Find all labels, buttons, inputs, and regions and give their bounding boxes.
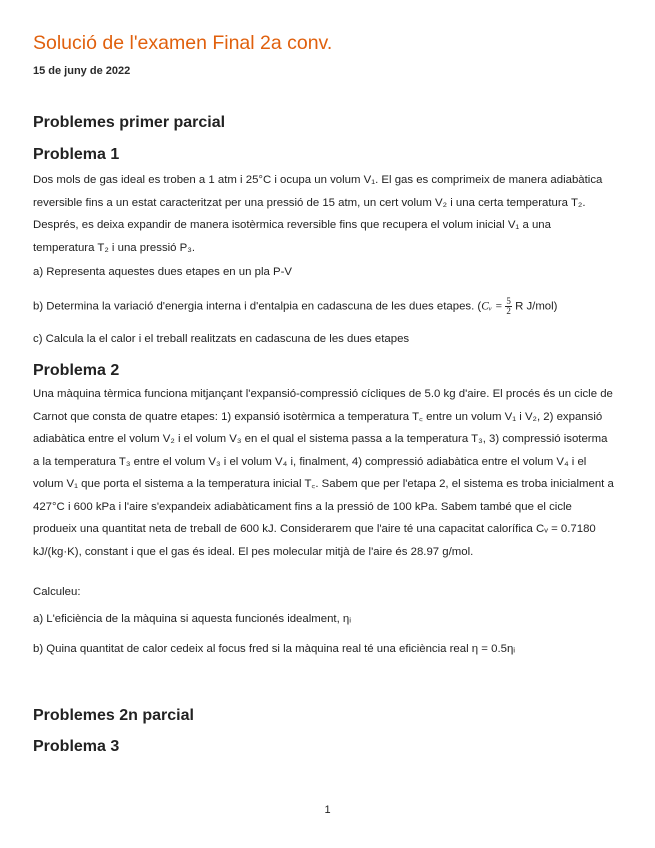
problem1-question-b xyxy=(33,297,557,316)
problem2-question-a: a) L'eficiència de la màquina si aquesta funcionés idealment, ηᵢ xyxy=(33,613,352,625)
page-title: Solució de l'examen Final 2a conv. xyxy=(33,32,333,54)
problem1-question-b-text: b) Determina la variació d'energia interna i d'entalpia en cadascuna de les dues etapes. ( xyxy=(33,300,482,313)
problem2-statement: Una màquina tèrmica funciona mitjançant l'expansió-compressió cícliques de 5.0 kg d'aire. El procés és un cicle de Carnot que consta de quatre etapes: 1) expansió isotèrmica a temperatura T꜀ entre un volum V₁ i V₂, 2) expansió adiabàtica entre el volum V₂ i el volum V₃ en el qual el sistema passa a la temperatura T₃, 3) compressió isoterma a la temperatura T₃ entre el volum V₃ i el volum V₄ i, finalment, 4) compressió adiabàtica entre el volum V₄ i el volum V₁ que porta el sistema a la temperatura inicial T꜀. Sabem que per l'etapa 2, el sistema es troba inicialment a 427°C i 600 kPa i l'aire s'expandeix adiabàticament fins a la pressió de 100 kPa. Sabem també que el cicle produeix una quantitat neta de treball de 600 kJ. Considerarem que l'aire té una capacitat calorífica Cᵥ = 0.7180 kJ/(kg·K), constant i que el gas és ideal. El pes molecular mitjà de l'aire és 28.97 g/mol. xyxy=(33,388,614,558)
section-heading-part1: Problemes primer parcial xyxy=(33,114,226,131)
problem1-statement: Dos mols de gas ideal es troben a 1 atm i 25°C i ocupa un volum V₁. El gas es comprimeix de manera adiabàtica reversible fins a un estat caracteritzat per una pressió de 15 atm, un cert volum V₂ i una certa temperatura T₂. Després, es deixa expandir de manera isotèrmica reversible fins que recupera el volum inicial V₁ a una temperatura T₂ i una pressió P₃. xyxy=(33,174,603,254)
fraction-numerator: 5 xyxy=(506,296,511,306)
problem2-calculate-label: Calculeu: xyxy=(33,586,81,598)
heat-capacity-symbol: Cᵥ = xyxy=(481,300,506,313)
fraction-denominator: 2 xyxy=(506,306,511,316)
problem1-question-a: a) Representa aquestes dues etapes en un pla P-V xyxy=(33,266,292,278)
document-date: 15 de juny de 2022 xyxy=(33,65,131,77)
problem2-question-b: b) Quina quantitat de calor cedeix al focus fred si la màquina real té una eficiència real η = 0.5ηᵢ xyxy=(33,643,516,655)
problem3-heading: Problema 3 xyxy=(33,738,120,755)
problem1-question-b-units: R J/mol) xyxy=(511,300,558,313)
problem1-question-c: c) Calcula la el calor i el treball realitzats en cadascuna de les dues etapes xyxy=(33,333,410,345)
page-number: 1 xyxy=(324,804,331,816)
section-heading-part2: Problemes 2n parcial xyxy=(33,707,194,724)
problem1-heading: Problema 1 xyxy=(33,146,120,163)
problem2-heading: Problema 2 xyxy=(33,362,120,379)
